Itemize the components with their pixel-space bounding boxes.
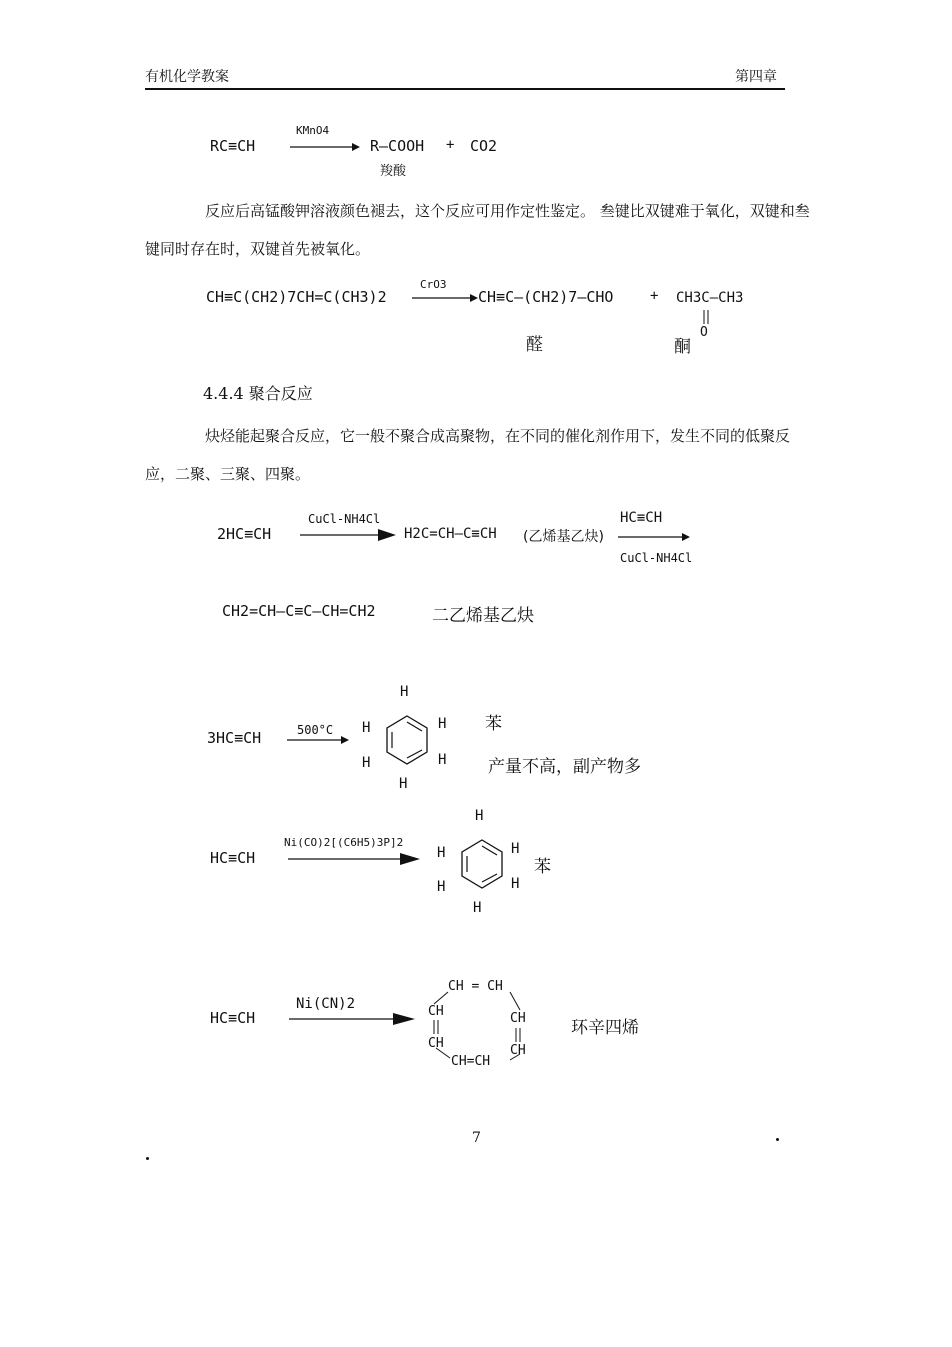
rxn1-product: R—COOH xyxy=(370,137,425,155)
rxn5-h-right-bottom: H xyxy=(511,876,520,892)
rxn2-arrow xyxy=(412,293,478,303)
rxn4-note: 产量不高，副产物多 xyxy=(488,757,641,777)
rxn4-h-left-bottom: H xyxy=(362,755,371,771)
paragraph-polymerization xyxy=(145,417,810,493)
rxn1-plus: + xyxy=(446,137,455,153)
rxn1-product-name: 羧酸 xyxy=(380,164,407,179)
rxn3-arrow-2 xyxy=(618,532,690,542)
rxn6-ch-left-upper: CH xyxy=(428,1004,444,1019)
rxn3-arrow xyxy=(300,529,396,541)
rxn6-reactant: HC≡CH xyxy=(210,1009,256,1027)
rxn2-plus: + xyxy=(650,288,659,304)
rxn3-reagent: CuCl-NH4Cl xyxy=(308,512,381,526)
rxn3-reagent2-bottom: CuCl-NH4Cl xyxy=(620,551,693,565)
rxn6-ch-left-lower: CH xyxy=(428,1036,444,1051)
rxn2-product2-oxygen: O xyxy=(700,325,708,340)
section-heading: 4.4.4 聚合反应 xyxy=(203,384,313,403)
rxn5-arrow xyxy=(288,853,420,865)
header-rule xyxy=(145,88,785,90)
rxn4-reagent: 500°C xyxy=(297,723,334,737)
rxn6-ring-bottom: CH=CH xyxy=(451,1054,491,1069)
rxn6-ch-right-upper: CH xyxy=(510,1011,526,1026)
page-number: 7 xyxy=(472,1130,481,1146)
rxn1-reactant: RC≡CH xyxy=(210,137,256,155)
rxn6-reagent: Ni(CN)2 xyxy=(296,996,356,1012)
rxn4-arrow xyxy=(287,735,349,745)
rxn4-reactant: 3HC≡CH xyxy=(207,729,262,747)
rxn3-product: H2C=CH—C≡CH xyxy=(404,526,497,542)
rxn5-h-top: H xyxy=(475,808,484,824)
rxn5-product-name: 苯 xyxy=(534,857,551,877)
rxn5-h-left-top: H xyxy=(437,845,446,861)
rxn4-h-right-top: H xyxy=(438,716,447,732)
rxn3-product2-name: 二乙烯基乙炔 xyxy=(432,606,534,626)
paragraph-oxidation xyxy=(145,192,810,268)
rxn1-arrow xyxy=(290,142,360,152)
benzene-ring-2 xyxy=(457,834,507,894)
rxn2-name-aldehyde: 醛 xyxy=(526,335,543,355)
rxn4-h-top: H xyxy=(400,684,409,700)
paragraph-oxidation-text: 反应后高锰酸钾溶液颜色褪去，这个反应可用作定性鉴定。 叁键比双键难于氧化，双键和叁键同时存在时，双键首先被氧化。 xyxy=(145,202,810,258)
cyclooctatetraene-bonds xyxy=(420,990,530,1062)
rxn4-h-bottom: H xyxy=(399,776,408,792)
rxn3-reactant: 2HC≡CH xyxy=(217,525,272,543)
header-left: 有机化学教案 xyxy=(145,69,229,85)
rxn5-reagent: Ni(CO)2[(C6H5)3P]2 xyxy=(284,836,404,849)
rxn3-product2: CH2=CH—C≡C—CH=CH2 xyxy=(222,602,376,620)
rxn6-ch-right-lower: CH xyxy=(510,1043,526,1058)
rxn3-product-name: (乙烯基乙炔) xyxy=(523,529,604,545)
rxn6-arrow xyxy=(289,1013,415,1025)
rxn6-product-name: 环辛四烯 xyxy=(571,1018,639,1038)
rxn1-reagent: KMnO4 xyxy=(296,124,330,137)
rxn2-product1: CH≡C—(CH2)7—CHO xyxy=(478,288,614,306)
rxn2-carbonyl-bond xyxy=(702,310,710,326)
rxn6-ring-top: CH = CH xyxy=(448,979,503,994)
rxn5-h-bottom: H xyxy=(473,900,482,916)
rxn2-reagent: CrO3 xyxy=(420,278,447,291)
rxn2-product2: CH3C—CH3 xyxy=(676,290,744,306)
rxn5-reactant: HC≡CH xyxy=(210,849,256,867)
rxn4-h-left-top: H xyxy=(362,720,371,736)
rxn4-product-name: 苯 xyxy=(485,714,502,734)
footer-dot-right xyxy=(776,1138,779,1141)
benzene-ring-1 xyxy=(382,710,432,770)
rxn4-h-right-bottom: H xyxy=(438,752,447,768)
paragraph-polymerization-text: 炔烃能起聚合反应，它一般不聚合成高聚物，在不同的催化剂作用下，发生不同的低聚反应，二聚、三聚、四聚。 xyxy=(145,427,791,483)
rxn5-h-right-top: H xyxy=(511,841,520,857)
footer-dot-left xyxy=(146,1157,149,1160)
rxn1-byproduct: CO2 xyxy=(470,137,498,155)
rxn2-reactant: CH≡C(CH2)7CH=C(CH3)2 xyxy=(206,288,387,306)
rxn3-reagent2-top: HC≡CH xyxy=(620,510,663,526)
header-right: 第四章 xyxy=(735,69,777,85)
rxn5-h-left-bottom: H xyxy=(437,879,446,895)
rxn2-name-ketone: 酮 xyxy=(674,337,691,357)
